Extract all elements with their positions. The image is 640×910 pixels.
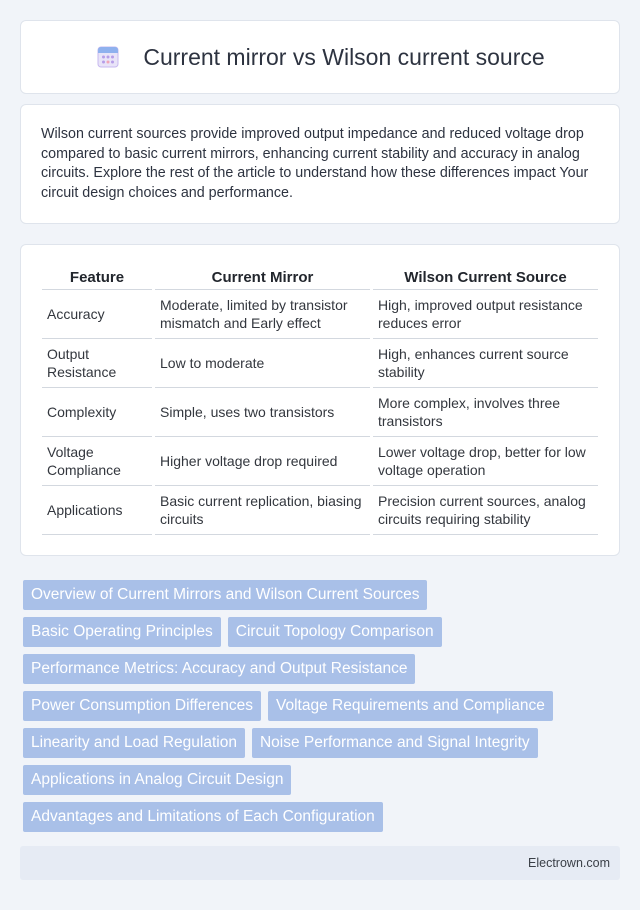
calendar-icon [95, 44, 121, 70]
intro-paragraph: Wilson current sources provide improved output impedance and reduced voltage drop compared to basic current mirrors, enhancing current stability and accuracy in analog circuits. Explore the rest of the article to understand how these differences impact Your circuit design choices and performance. [41, 126, 589, 201]
header-current-mirror: Current Mirror [155, 265, 370, 290]
table-cell: Precision current sources, analog circuits requiring stability [373, 486, 598, 535]
table-cell: Higher voltage drop required [155, 437, 370, 486]
table-cell: High, enhances current source stability [373, 339, 598, 388]
tag-link[interactable]: Applications in Analog Circuit Design [23, 765, 291, 795]
tag-link[interactable]: Basic Operating Principles [23, 617, 221, 647]
tag-link[interactable]: Circuit Topology Comparison [228, 617, 442, 647]
tag-link[interactable]: Noise Performance and Signal Integrity [252, 728, 538, 758]
comparison-table-card [20, 244, 620, 556]
footer-site-name[interactable]: Electrown.com [528, 856, 610, 870]
header-feature: Feature [42, 265, 152, 290]
topic-tags [23, 580, 613, 839]
table-cell: High, improved output resistance reduces error [373, 290, 598, 339]
table-cell: More complex, involves three transistors [373, 388, 598, 437]
table-cell: Basic current replication, biasing circuits [155, 486, 370, 535]
table-cell: Low to moderate [155, 339, 370, 388]
table-cell: Lower voltage drop, better for low voltage operation [373, 437, 598, 486]
tag-link[interactable]: Power Consumption Differences [23, 691, 261, 721]
table-row [42, 486, 598, 535]
table-row [42, 388, 598, 437]
table-cell: Moderate, limited by transistor mismatch and Early effect [155, 290, 370, 339]
tag-link[interactable]: Voltage Requirements and Compliance [268, 691, 553, 721]
table-row [42, 290, 598, 339]
comparison-table [39, 265, 601, 535]
table-cell: Complexity [42, 388, 152, 437]
footer [20, 846, 620, 880]
table-cell: Output Resistance [42, 339, 152, 388]
title-card [20, 20, 620, 94]
header-wilson-current-source: Wilson Current Source [373, 265, 598, 290]
tag-link[interactable]: Advantages and Limitations of Each Configuration [23, 802, 383, 832]
table-header-row [42, 265, 598, 290]
table-row [42, 339, 598, 388]
table-cell: Applications [42, 486, 152, 535]
table-cell: Voltage Compliance [42, 437, 152, 486]
table-cell: Accuracy [42, 290, 152, 339]
tag-link[interactable]: Performance Metrics: Accuracy and Output Resistance [23, 654, 415, 684]
intro-card [20, 104, 620, 224]
table-cell: Simple, uses two transistors [155, 388, 370, 437]
page-title: Current mirror vs Wilson current source [143, 43, 545, 70]
tag-link[interactable]: Overview of Current Mirrors and Wilson Current Sources [23, 580, 427, 610]
table-row [42, 437, 598, 486]
tag-link[interactable]: Linearity and Load Regulation [23, 728, 245, 758]
